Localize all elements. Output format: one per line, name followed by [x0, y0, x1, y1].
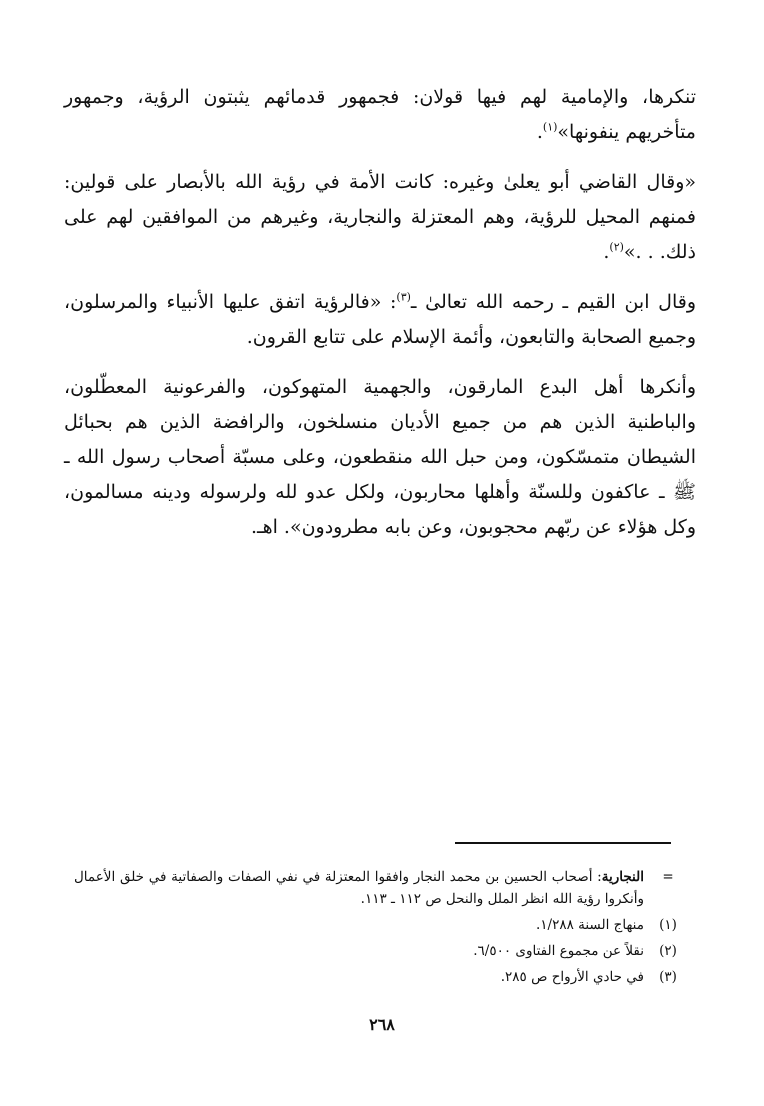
paragraph-text-tail: : «فالرؤية اتفق عليها الأنبياء والمرسلون، وجميع الصحابة والتابعون، وأئمة الإسلام على تتابع القرون.	[64, 291, 696, 348]
footnote-mark: (١)	[659, 917, 677, 933]
footnote-mark: (٢)	[659, 943, 677, 959]
paragraph-text: تنكرها، والإمامية لهم فيها قولان: فجمهور قدمائهم يثبتون الرؤية، وجمهور متأخريهم ينفونها»	[64, 86, 696, 143]
footnote-mark: =	[662, 869, 674, 885]
main-text	[64, 80, 696, 560]
footnote	[74, 966, 686, 988]
footnote-text: في حادي الأرواح ص ٢٨٥.	[500, 969, 644, 985]
footnote-text: : أصحاب الحسين بن محمد النجار وافقوا المعتزلة في نفي الصفات والصفاتية في خلق الأعمال وأنكروا رؤية الله انظر الملل والنحل ص ١١٢ ـ ١١٣.	[74, 869, 644, 907]
paragraph	[64, 370, 696, 545]
footnote-text-wrap	[74, 866, 644, 910]
footnote-separator	[455, 842, 671, 844]
footnote-ref: (٢)	[609, 240, 624, 254]
footnote-ref: (١)	[542, 120, 558, 134]
paragraph-text-tail: .	[603, 241, 610, 263]
paragraph-text-tail: .	[536, 121, 543, 143]
paragraph-text: وأنكرها أهل البدع المارقون، والجهمية المتهوكون، والفرعونية المعطّلون، والباطنية الذين هم من جميع الأديان منسلخون، والرافضة الذين هم بحبائل الشيطان متمسّكون، ومن حبل الله منقطعون، وعلى مسبّة أصحاب رسول الله ـ ﷺ ـ عاكفون وللسنّة وأهلها محاربون، ولكل عدو لله ولرسوله ودينه مسالمون، وكل هؤلاء عن ربّهم محجوبون، وعن بابه مطرودون». اهـ.	[64, 376, 696, 538]
footnote-mark: (٣)	[659, 969, 677, 985]
footnote-text-wrap	[74, 966, 644, 988]
footnote-term: النجارية	[601, 869, 644, 885]
paragraph-text: «وقال القاضي أبو يعلىٰ وغيره: كانت الأمة في رؤية الله بالأبصار على قولين: فمنهم المحيل للرؤية، وهم المعتزلة والنجارية، وغيرهم من الموافقين لهم على ذلك. . .»	[64, 171, 696, 263]
footnote-text: نقلاً عن مجموع الفتاوى ٦/٥٠٠.	[473, 943, 644, 959]
footnote-text-wrap	[74, 940, 644, 962]
footnotes	[74, 866, 686, 992]
page-number: ٢٦٨	[369, 1015, 395, 1034]
paragraph	[64, 165, 696, 270]
footnote-ref: (٣)	[396, 290, 411, 304]
paragraph	[64, 285, 696, 355]
footnote	[74, 940, 686, 962]
paragraph-text: وقال ابن القيم ـ رحمه الله تعالىٰ ـ	[410, 291, 696, 313]
footnote	[74, 866, 686, 910]
paragraph	[64, 80, 696, 150]
footnote-text-wrap	[74, 914, 644, 936]
footnote-text: منهاج السنة ١/٢٨٨.	[535, 917, 644, 933]
footnote	[74, 914, 686, 936]
